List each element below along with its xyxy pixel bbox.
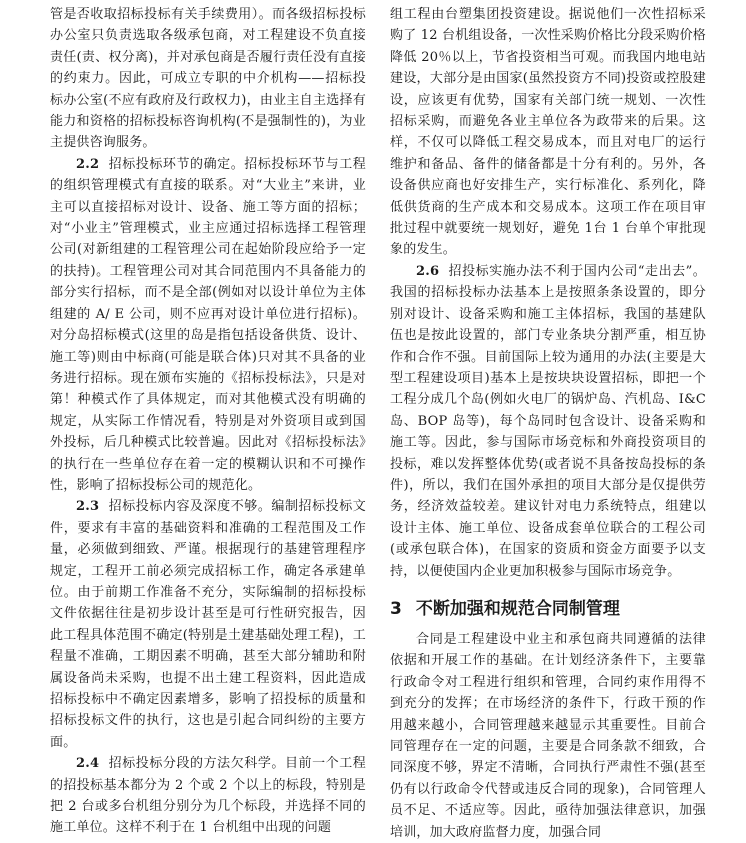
- section-2-3-text: 招标投标内容及深度不够。编制招标投标文件，要求有丰富的基础资料和准确的工程范围及工作量，必须做到细致、严谨。根据现行的基建管理程序规定，工程开工前必须完成招标工作，确定各承建单位。由于前期工作准备不充分，实际编制的招标投标文件依据往往是初步设计甚至是可行性研究报告，因此工程具体范围不确定(特别是土建基础处理工程)，工程量不准确，工期因素不明确，甚至大部分辅助和附属设备尚未采购，也提不出土建工程资料，因此造成招标投标中不确定因素增多，影响了招投标的质量和招标投标文件的执行，这也是引起合同纠纷的主要方面。: [50, 499, 366, 750]
- section-2-6-paragraph: [390, 261, 706, 582]
- section-3-paragraph: 合同是工程建设中业主和承包商共同遵循的法律依据和开展工作的基础。在计划经济条件下，主要靠行政命令对工程进行组织和管理，合同约束作用得不到充分的发挥；在市场经济的条件下，行政干预的作用越来越小，合同管理越来越显示其重要性。目前合同管理存在一定的问题，主要是合同条款不细致，合同深度不够，界定不清晰，合同执行严肃性不强(甚至仍有以行政命令代替或违反合同的现象)，合同管理人员不足、不适应等。因此，亟待加强法律意识，加强培训，加大政府监督力度，加强合同: [390, 631, 706, 840]
- section-2-4-number: 2.4: [76, 756, 100, 772]
- intro-paragraph: 管是否收取招标投标有关手续费用）。而各级招标投标办公室只负责选取各级承包商，对工程建设不负直接责任(责、权分离)，并对承包商是否履行责任没有直接的约束力。因此，可成立专职的中介机构——招标投标办公室(不应有政府及行政权力)，由业主自主选择有能力和资格的招标投标咨询机构(不是强制性的)，为业主提供咨询服务。: [50, 7, 366, 151]
- section-2-3-paragraph: [50, 496, 366, 753]
- section-2-4-text: 招标投标分段的方法欠科学。目前一个工程的招投标基本都分为 2 个或 2 个以上的标段，特别是把 2 台或多台机组分别分为几个标段，并选择不同的施工单位。这样不利于在 1 台机组中出现的问题: [50, 756, 366, 836]
- section-2-2-paragraph: [50, 154, 366, 497]
- section-2-3-number: 2.3: [76, 499, 100, 515]
- section-3-title: 不断加强和规范合同制管理: [415, 598, 620, 619]
- continuation-paragraph: 组工程由台塑集团投资建设。据说他们一次性招标采购了 12 台机组设备，一次性采购价格比分段采购价格降低 20％以上，节省投资相当可观。而我国内地电站建设，大部分是由国家(虽然投资方不同)投资或控股建设，应该更有优势，国家有关部门统一规划、一次性招标采购，而避免各业主单位各为政带来的后果。这样，不仅可以降低工程交易成本，而且对电厂的运行维护和备品、备件的储备都是十分有利的。另外，各设备供应商也好安排生产，实行标准化、系列化，降低供货商的生产成本和交易成本。这项工作在项目审批过程中就要统一规划好，避免 1台 1 台单个审批现象的发生。: [390, 7, 707, 258]
- section-3-heading: [390, 594, 706, 619]
- section-3-number: 3: [390, 598, 402, 619]
- section-2-2-number: 2.2: [76, 156, 100, 172]
- left-column: [50, 4, 366, 839]
- section-2-2-text: 招标投标环节的确定。招标投标环节与工程的组织管理模式有直接的联系。对“大业主”来讲，业主可以直接招标对设计、设备、施工等方面的招标；对“小业主”管理模式，业主应通过招标选择工程管理公司(对新组建的工程管理公司在起始阶段应给予一定的扶持)。工程管理公司对其合同范围内不具备能力的部分实行招标，而不是全部(例如对以设计单位为主体组建的 A/ E 公司，则不应再对设计单位进行招标)。对分岛招标模式(这里的岛是指包括设备供货、设计、施工等)则由中标商(可能是联合体)只对其不具备的业务进行招标。现在颁布实施的《招标投标法》，只是对第！种模式作了具体规定，而对其他模式没有明确的规定，从实际工作情况看，特别是对外资项目或到国外投标，后几种模式比较普遍。因此对《招标投标法》的执行在一些单位存在着一定的模糊认识和不可操作性，影响了招标投标公司的规范化。: [50, 156, 366, 493]
- right-column: [390, 4, 706, 843]
- section-2-6-number: 2.6: [416, 263, 440, 279]
- section-2-6-text: 招投标实施办法不利于国内公司“走出去”。我国的招标投标办法基本上是按照条条设置的，即分别对设计、设备采购和施工主体招标，我国的基建队伍也是按此设置的，部门专业条块分割严重，相互协作和合作不强。目前国际上较为通用的办法(主要是大型工程建设项目)基本上是按块块设置招标，即把一个工程分成几个岛(例如火电厂的锅炉岛、汽机岛、I&C 岛、BOP 岛等)，每个岛同时包含设计、设备采购和施工等。因此，参与国际市场竞标和外商投资项目的投标，难以发挥整体优势(或者说不具备按岛投标的条件)，所以，我们在国外承担的项目大部分是仅提供劳务，经济效益较差。建议针对电力系统特点，组建以设计主体、施工单位、设备成套单位联合的工程公司(或承包联合体)，在国家的资质和资金方面要予以支持，以便使国内企业更加积极参与国际市场竞争。: [390, 263, 707, 579]
- section-2-4-paragraph: [50, 753, 366, 839]
